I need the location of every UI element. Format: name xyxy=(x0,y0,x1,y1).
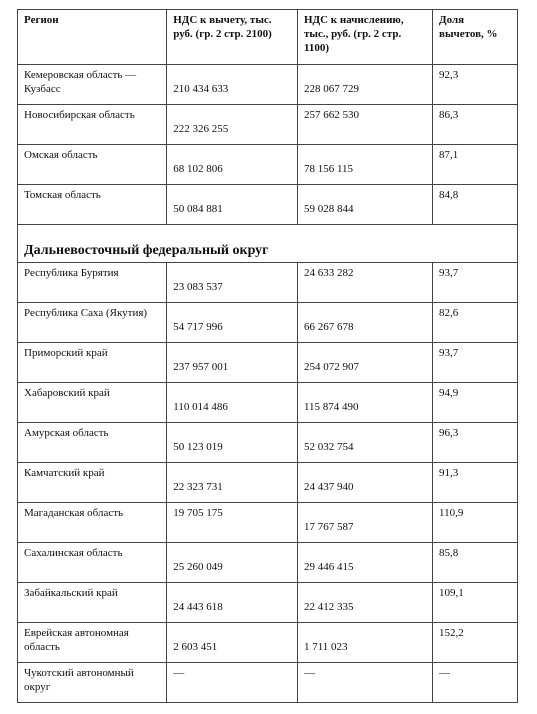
accrue-cell xyxy=(297,503,432,543)
table-row xyxy=(18,383,518,423)
accrue-cell xyxy=(297,343,432,383)
region-cell xyxy=(18,303,167,343)
header-share: Доля вычетов, % xyxy=(433,10,518,65)
accrue-cell xyxy=(297,185,432,225)
share-cell xyxy=(433,303,518,343)
share-cell-value: 85,8 xyxy=(439,547,459,559)
table-row xyxy=(18,463,518,503)
share-cell-value: — xyxy=(439,667,451,679)
header-row xyxy=(18,10,518,65)
share-cell-value: 152,2 xyxy=(439,627,464,639)
deduct-cell xyxy=(167,623,298,663)
table-row xyxy=(18,623,518,663)
share-cell xyxy=(433,543,518,583)
region-cell-value: Магаданская область xyxy=(24,507,124,519)
share-cell xyxy=(433,623,518,663)
accrue-cell-value: 22 412 335 xyxy=(303,601,354,613)
accrue-cell-value: 24 437 940 xyxy=(303,481,354,493)
share-cell xyxy=(433,503,518,543)
accrue-cell-value: 59 028 844 xyxy=(303,203,354,215)
region-cell-value: Республика Саха (Якутия) xyxy=(24,307,148,319)
deduct-cell-value: 50 123 019 xyxy=(173,441,223,453)
table-row xyxy=(18,423,518,463)
accrue-cell xyxy=(297,583,432,623)
region-cell-value: Амурская область xyxy=(24,427,109,439)
share-cell xyxy=(433,105,518,145)
deduct-cell-value: 19 705 175 xyxy=(173,507,223,519)
table-row xyxy=(18,343,518,383)
region-cell-value: Камчатский край xyxy=(24,467,105,479)
deduct-cell xyxy=(167,663,298,703)
region-cell-value: Еврейская автономная область xyxy=(24,627,129,653)
accrue-cell-value: 29 446 415 xyxy=(303,561,354,573)
share-cell-value: 87,1 xyxy=(439,149,459,161)
region-cell xyxy=(18,623,167,663)
deduct-cell xyxy=(167,423,298,463)
table-row xyxy=(18,663,518,703)
deduct-cell-value: 2 603 451 xyxy=(173,641,218,653)
region-cell xyxy=(18,343,167,383)
accrue-cell xyxy=(297,303,432,343)
accrue-cell-value: 17 767 587 xyxy=(303,521,354,533)
region-cell-value: Республика Бурятия xyxy=(24,267,119,279)
share-cell xyxy=(433,65,518,105)
share-cell-value: 110,9 xyxy=(439,507,464,519)
region-cell xyxy=(18,663,167,703)
region-cell-value: Омская область xyxy=(24,149,98,161)
accrue-cell xyxy=(297,383,432,423)
region-cell-value: Чукотский автономный округ xyxy=(24,667,134,693)
share-cell-value: 93,7 xyxy=(439,267,459,279)
share-cell-value: 92,3 xyxy=(439,69,459,81)
share-cell xyxy=(433,145,518,185)
share-cell-value: 91,3 xyxy=(439,467,459,479)
accrue-cell xyxy=(297,145,432,185)
share-cell-value: 84,8 xyxy=(439,189,459,201)
region-cell xyxy=(18,263,167,303)
accrue-cell-value: 78 156 115 xyxy=(303,163,354,175)
share-cell-value: 82,6 xyxy=(439,307,459,319)
region-cell xyxy=(18,463,167,503)
region-cell xyxy=(18,65,167,105)
region-cell xyxy=(18,383,167,423)
deduct-cell-value: 68 102 806 xyxy=(173,163,223,175)
share-cell xyxy=(433,383,518,423)
accrue-cell xyxy=(297,663,432,703)
header-region: Регион xyxy=(18,10,167,65)
region-cell-value: Хабаровский край xyxy=(24,387,110,399)
accrue-cell xyxy=(297,623,432,663)
deduct-cell-value: 22 323 731 xyxy=(173,481,223,493)
table-row xyxy=(18,105,518,145)
accrue-cell xyxy=(297,543,432,583)
deduct-cell xyxy=(167,145,298,185)
region-cell-value: Новосибирская область xyxy=(24,109,135,121)
header-accrue: НДС к начислению, тыс., руб. (гр. 2 стр. 1100) xyxy=(297,10,432,65)
accrue-cell-value: 115 874 490 xyxy=(303,401,359,413)
deduct-cell xyxy=(167,105,298,145)
share-cell xyxy=(433,263,518,303)
share-cell-value: 109,1 xyxy=(439,587,464,599)
share-cell xyxy=(433,343,518,383)
deduct-cell-value: 54 717 996 xyxy=(173,321,223,333)
share-cell xyxy=(433,663,518,703)
deduct-cell xyxy=(167,543,298,583)
region-cell xyxy=(18,145,167,185)
region-cell xyxy=(18,105,167,145)
accrue-cell-value: 66 267 678 xyxy=(303,321,354,333)
deduct-cell xyxy=(167,503,298,543)
region-cell xyxy=(18,583,167,623)
far-east-rows xyxy=(18,263,518,703)
region-cell-value: Забайкальский край xyxy=(24,587,118,599)
share-cell-value: 86,3 xyxy=(439,109,459,121)
header-deduct: НДС к вычету, тыс. руб. (гр. 2 стр. 2100) xyxy=(167,10,298,65)
region-cell xyxy=(18,543,167,583)
region-cell xyxy=(18,503,167,543)
table-row xyxy=(18,263,518,303)
table-row xyxy=(18,145,518,185)
deduct-cell-value: 50 084 881 xyxy=(173,203,223,215)
table-row xyxy=(18,185,518,225)
deduct-cell-value: 210 434 633 xyxy=(173,83,229,95)
accrue-cell-value: 52 032 754 xyxy=(303,441,354,453)
deduct-cell-value: 237 957 001 xyxy=(173,361,229,373)
deduct-cell-value: — xyxy=(173,667,185,679)
share-cell xyxy=(433,583,518,623)
share-cell-value: 94,9 xyxy=(439,387,459,399)
deduct-cell-value: 25 260 049 xyxy=(173,561,223,573)
accrue-cell-value: 1 711 023 xyxy=(303,641,348,653)
deduct-cell xyxy=(167,463,298,503)
accrue-cell-value: 257 662 530 xyxy=(303,109,359,121)
region-cell xyxy=(18,423,167,463)
accrue-cell xyxy=(297,65,432,105)
deduct-cell-value: 222 326 255 xyxy=(173,123,229,135)
deduct-cell xyxy=(167,65,298,105)
section-row xyxy=(18,225,518,263)
accrue-cell-value: 24 633 282 xyxy=(303,267,354,279)
accrue-cell-value: 228 067 729 xyxy=(303,83,359,95)
region-cell xyxy=(18,185,167,225)
deduct-cell-value: 110 014 486 xyxy=(173,401,228,413)
deduct-cell xyxy=(167,343,298,383)
share-cell-value: 93,7 xyxy=(439,347,459,359)
region-cell-value: Томская область xyxy=(24,189,101,201)
table-row xyxy=(18,65,518,105)
deduct-cell xyxy=(167,185,298,225)
share-cell xyxy=(433,463,518,503)
accrue-cell xyxy=(297,263,432,303)
deduct-cell-value: 24 443 618 xyxy=(173,601,223,613)
section-title: Дальневосточный федеральный округ xyxy=(18,225,518,263)
accrue-cell-value: — xyxy=(303,667,315,679)
table-row xyxy=(18,543,518,583)
region-cell-value: Сахалинская область xyxy=(24,547,123,559)
share-cell xyxy=(433,423,518,463)
deduct-cell xyxy=(167,303,298,343)
accrue-cell xyxy=(297,463,432,503)
deduct-cell xyxy=(167,383,298,423)
deduct-cell xyxy=(167,583,298,623)
siberian-rows xyxy=(18,65,518,225)
region-cell-value: Кемеровская область — Кузбасс xyxy=(24,69,137,95)
accrue-cell-value: 254 072 907 xyxy=(303,361,359,373)
section xyxy=(18,225,518,263)
table-row xyxy=(18,583,518,623)
share-cell xyxy=(433,185,518,225)
region-cell-value: Приморский край xyxy=(24,347,108,359)
share-cell-value: 96,3 xyxy=(439,427,459,439)
deduct-cell-value: 23 083 537 xyxy=(173,281,223,293)
accrue-cell xyxy=(297,105,432,145)
vat-table xyxy=(17,9,518,703)
table-row xyxy=(18,303,518,343)
deduct-cell xyxy=(167,263,298,303)
accrue-cell xyxy=(297,423,432,463)
table-row xyxy=(18,503,518,543)
